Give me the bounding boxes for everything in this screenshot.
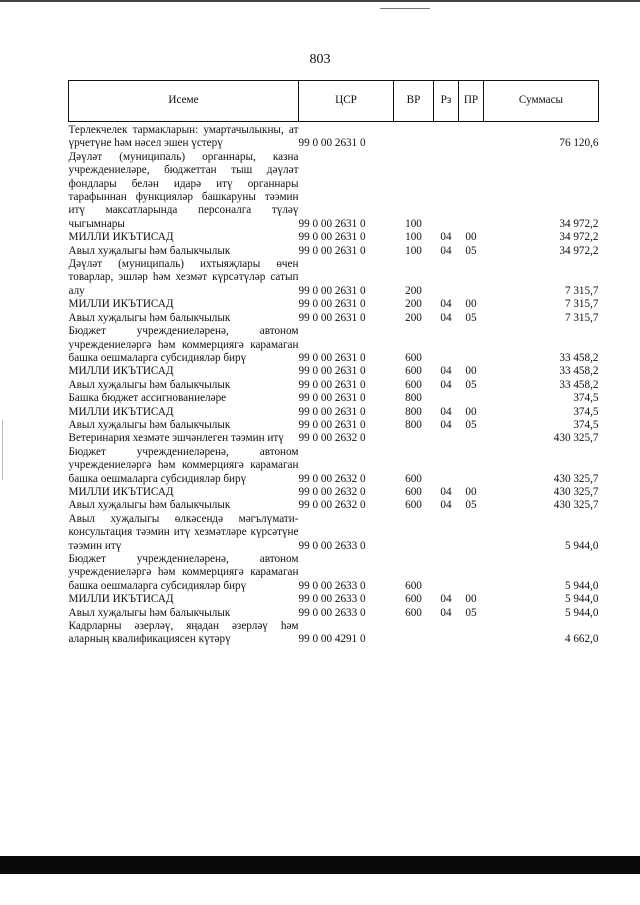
table-row — [69, 325, 599, 365]
row-csr: 99 0 00 2631 0 — [298, 351, 366, 364]
row-rz: 04 — [440, 405, 452, 418]
row-pr: 05 — [465, 311, 477, 324]
row-csr: 99 0 00 2631 0 — [298, 365, 366, 378]
row-csr: 99 0 00 2631 0 — [298, 217, 366, 230]
row-rz: 04 — [440, 378, 452, 391]
budget-table — [68, 80, 599, 647]
row-name: Бюджет учреждениеләренә, автоном учреждениеләргә һәм коммерциягә карамаган башка оешмаларга субсидияләр бирү — [68, 553, 299, 592]
row-csr: 99 0 00 2632 0 — [298, 432, 366, 445]
row-name: Дәүләт (муниципаль) органнары, казна учреждениеләре, бюджеттан тыш дәүләт фондлары белән идарә итү органнары тарафыннан функцияләр башкаруны тәэмин итү максатларында персоналга түләү чыгымнары — [68, 150, 299, 230]
row-vr: 600 — [405, 606, 422, 619]
row-csr: 99 0 00 4291 0 — [298, 633, 366, 646]
table-row — [69, 231, 599, 244]
table-row — [69, 298, 599, 311]
row-vr: 600 — [405, 579, 422, 592]
row-vr: 800 — [405, 405, 422, 418]
row-vr: 200 — [405, 298, 422, 311]
row-rz — [434, 124, 459, 151]
row-rz — [434, 446, 459, 486]
row-name: Авыл хуҗалыгы һәм балыкчылык — [68, 418, 231, 431]
row-csr: 99 0 00 2632 0 — [298, 485, 366, 498]
row-sum: 374,5 — [573, 418, 599, 431]
row-rz — [434, 513, 459, 553]
row-pr: 00 — [465, 298, 477, 311]
row-rz: 04 — [440, 231, 452, 244]
row-vr: 100 — [405, 231, 422, 244]
row-rz — [434, 432, 459, 445]
row-vr: 600 — [405, 351, 422, 364]
row-csr: 99 0 00 2631 0 — [298, 378, 366, 391]
row-vr — [394, 620, 434, 647]
row-sum: 430 325,7 — [553, 472, 599, 485]
row-name: Бюджет учреждениеләренә, автоном учреждениеләргә һәм коммерциягә карамаган башка оешмаларга субсидияләр бирү — [68, 445, 299, 485]
header-csr: ЦСР — [299, 81, 394, 122]
row-vr: 600 — [405, 378, 422, 391]
row-vr: 600 — [405, 593, 422, 606]
row-csr: 99 0 00 2631 0 — [298, 298, 366, 311]
row-sum: 430 325,7 — [553, 499, 599, 512]
row-pr: 05 — [465, 606, 477, 619]
row-rz: 04 — [440, 593, 452, 606]
row-rz: 04 — [440, 499, 452, 512]
row-vr: 100 — [405, 244, 422, 257]
row-rz — [434, 620, 459, 647]
row-csr: 99 0 00 2631 0 — [298, 231, 366, 244]
row-pr — [459, 151, 484, 231]
row-name: Бюджет учреждениеләренә, автоном учреждениеләргә һәм коммерциягә карамаган башка оешмаларга субсидияләр бирү — [68, 325, 299, 364]
row-rz — [434, 151, 459, 231]
row-rz — [434, 553, 459, 593]
row-sum: 374,5 — [573, 405, 599, 418]
row-pr: 00 — [465, 231, 477, 244]
row-csr: 99 0 00 2633 0 — [298, 539, 366, 552]
table-row — [69, 392, 599, 405]
row-sum: 7 315,7 — [564, 284, 599, 297]
header-vr: ВР — [394, 81, 434, 122]
row-pr: 00 — [465, 365, 477, 378]
row-pr — [459, 553, 484, 593]
row-name: Кадрларны әзерләү, яңадан әзерләү һәм аларның квалификациясен күтәрү — [68, 620, 299, 646]
row-name: Авыл хуҗалыгы өлкәсендә мәгълүмати-консультация тәэмин итү хезмәтләре күрсәтүне тәэмин итү — [68, 512, 299, 552]
header-rz: Рз — [434, 81, 459, 122]
row-sum: 430 325,7 — [553, 432, 599, 445]
row-name: МИЛЛИ ИКЪТИСАД — [68, 405, 174, 418]
row-vr — [394, 432, 434, 445]
row-name: Авыл хуҗалыгы һәм балыкчылык — [68, 606, 231, 619]
row-csr: 99 0 00 2631 0 — [298, 418, 366, 431]
row-csr: 99 0 00 2631 0 — [298, 311, 366, 324]
row-sum: 33 458,2 — [559, 351, 599, 364]
row-csr: 99 0 00 2632 0 — [298, 499, 366, 512]
row-csr: 99 0 00 2633 0 — [298, 579, 366, 592]
table-row — [69, 446, 599, 486]
row-sum: 76 120,6 — [559, 137, 599, 150]
row-rz — [434, 392, 459, 405]
row-csr: 99 0 00 2632 0 — [298, 472, 366, 485]
header-name: Исеме — [69, 81, 299, 122]
row-rz: 04 — [440, 244, 452, 257]
row-sum: 34 972,2 — [559, 217, 599, 230]
row-pr — [459, 432, 484, 445]
scan-mark — [380, 8, 430, 9]
row-sum: 5 944,0 — [564, 539, 599, 552]
row-name: МИЛЛИ ИКЪТИСАД — [68, 231, 174, 244]
row-name: Дәүләт (муниципаль) ихтыяҗлары өчен товарлар, эшләр һәм хезмәт күрсәтүләр сатып алу — [68, 258, 299, 297]
row-vr: 200 — [405, 284, 422, 297]
row-name: Авыл хуҗалыгы һәм балыкчылык — [68, 378, 231, 391]
row-rz — [434, 325, 459, 365]
row-vr: 800 — [405, 418, 422, 431]
row-pr: 00 — [465, 485, 477, 498]
row-sum: 33 458,2 — [559, 365, 599, 378]
row-pr: 00 — [465, 593, 477, 606]
row-csr: 99 0 00 2631 0 — [298, 392, 366, 405]
table-row — [69, 379, 599, 392]
row-vr: 600 — [405, 472, 422, 485]
row-pr — [459, 513, 484, 553]
table-row — [69, 245, 599, 258]
row-rz: 04 — [440, 418, 452, 431]
row-csr: 99 0 00 2631 0 — [298, 284, 366, 297]
table-row — [69, 258, 599, 298]
row-sum: 7 315,7 — [564, 311, 599, 324]
row-pr: 05 — [465, 378, 477, 391]
row-sum: 34 972,2 — [559, 244, 599, 257]
table-row — [69, 513, 599, 553]
table-header-row — [69, 81, 599, 122]
budget-table-container — [68, 80, 598, 647]
row-vr: 600 — [405, 365, 422, 378]
table-row — [69, 365, 599, 378]
row-pr — [459, 620, 484, 647]
row-name: Ветеринария хезмәте эшчәнлеген тәэмин итү — [68, 432, 284, 445]
row-name: МИЛЛИ ИКЪТИСАД — [68, 485, 174, 498]
table-row — [69, 553, 599, 593]
row-rz: 04 — [440, 606, 452, 619]
row-sum: 374,5 — [573, 392, 599, 405]
row-vr — [394, 513, 434, 553]
row-sum: 430 325,7 — [553, 485, 599, 498]
top-border-line — [0, 0, 640, 2]
table-row — [69, 620, 599, 647]
table-row — [69, 499, 599, 512]
row-name: Авыл хуҗалыгы һәм балыкчылык — [68, 311, 231, 324]
table-row — [69, 607, 599, 620]
row-csr: 99 0 00 2631 0 — [298, 244, 366, 257]
row-name: Авыл хуҗалыгы һәм балыкчылык — [68, 499, 231, 512]
table-row — [69, 419, 599, 432]
row-vr: 800 — [405, 392, 422, 405]
row-pr — [459, 258, 484, 298]
row-vr: 600 — [405, 499, 422, 512]
row-name: Терлекчелек тармакларын: умартачылыкны, ат үрчетүне һәм нәсел эшен үстерү — [68, 124, 299, 150]
row-vr: 600 — [405, 485, 422, 498]
row-csr: 99 0 00 2631 0 — [298, 137, 366, 150]
row-name: МИЛЛИ ИКЪТИСАД — [68, 593, 174, 606]
row-sum: 5 944,0 — [564, 593, 599, 606]
row-rz: 04 — [440, 365, 452, 378]
row-rz: 04 — [440, 311, 452, 324]
row-vr: 200 — [405, 311, 422, 324]
bottom-scan-bar — [0, 856, 640, 874]
page-number: 803 — [309, 52, 331, 67]
table-row — [69, 593, 599, 606]
row-pr: 00 — [465, 405, 477, 418]
row-pr: 05 — [465, 418, 477, 431]
row-rz: 04 — [440, 485, 452, 498]
header-sum: Суммасы — [484, 81, 599, 122]
scan-mark-left — [2, 420, 3, 480]
row-name: МИЛЛИ ИКЪТИСАД — [68, 365, 174, 378]
row-name: МИЛЛИ ИКЪТИСАД — [68, 298, 174, 311]
row-sum: 34 972,2 — [559, 231, 599, 244]
row-pr: 05 — [465, 499, 477, 512]
table-row — [69, 312, 599, 325]
row-pr — [459, 325, 484, 365]
row-rz: 04 — [440, 298, 452, 311]
row-sum: 7 315,7 — [564, 298, 599, 311]
table-row — [69, 406, 599, 419]
table-body — [69, 124, 599, 647]
row-rz — [434, 258, 459, 298]
row-csr: 99 0 00 2633 0 — [298, 593, 366, 606]
row-pr — [459, 446, 484, 486]
row-sum: 4 662,0 — [564, 633, 599, 646]
table-row — [69, 151, 599, 231]
row-sum: 5 944,0 — [564, 606, 599, 619]
row-pr — [459, 392, 484, 405]
table-row — [69, 124, 599, 151]
row-pr: 05 — [465, 244, 477, 257]
row-pr — [459, 124, 484, 151]
row-csr: 99 0 00 2631 0 — [298, 405, 366, 418]
header-pr: ПР — [459, 81, 484, 122]
table-row — [69, 486, 599, 499]
row-name: Башка бюджет ассигнованиеләре — [68, 392, 227, 405]
table-row — [69, 432, 599, 445]
row-name: Авыл хуҗалыгы һәм балыкчылык — [68, 244, 231, 257]
row-vr — [394, 124, 434, 151]
row-sum: 5 944,0 — [564, 579, 599, 592]
row-csr: 99 0 00 2633 0 — [298, 606, 366, 619]
row-sum: 33 458,2 — [559, 378, 599, 391]
row-vr: 100 — [405, 217, 422, 230]
